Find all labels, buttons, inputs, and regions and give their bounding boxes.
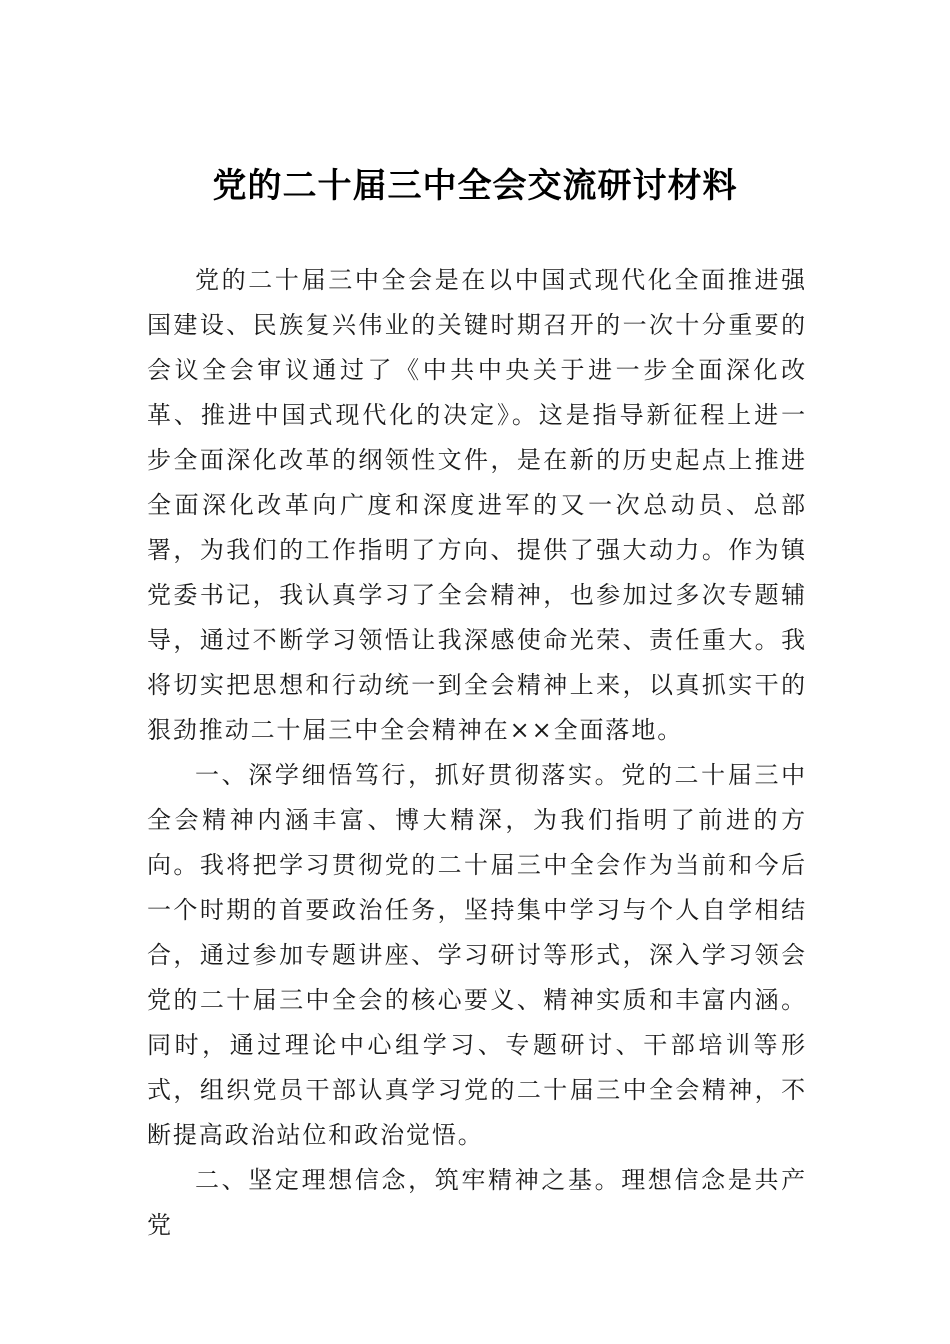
paragraph-intro: 党的二十届三中全会是在以中国式现代化全面推进强国建设、民族复兴伟业的关键时期召开的一次十分重要的会议全会审议通过了《中共中央关于进一步全面深化改革、推进中国式现代化的决定》。这是指导新征程上进一步全面深化改革的纲领性文件，是在新的历史起点上推进全面深化改革向广度和深度进军的又一次总动员、总部署，为我们的工作指明了方向、提供了强大动力。作为镇党委书记，我认真学习了全会精神，也参加过多次专题辅导，通过不断学习领悟让我深感使命光荣、责任重大。我将切实把思想和行动统一到全会精神上来，以真抓实干的狠劲推动二十届三中全会精神在××全面落地。 bbox=[147, 266, 807, 744]
document-body bbox=[147, 258, 807, 1248]
document-title: 党的二十届三中全会交流研讨材料 bbox=[212, 166, 738, 206]
paragraph-section-one: 一、深学细悟笃行，抓好贯彻落实。党的二十届三中全会精神内涵丰富、博大精深，为我们指明了前进的方向。我将把学习贯彻党的二十届三中全会作为当前和今后一个时期的首要政治任务，坚持集中学习与个人自学相结合，通过参加专题讲座、学习研讨等形式，深入学习领会党的二十届三中全会的核心要义、精神实质和丰富内涵。同时，通过理论中心组学习、专题研讨、干部培训等形式，组织党员干部认真学习党的二十届三中全会精神，不断提高政治站位和政治觉悟。 bbox=[147, 761, 807, 1149]
paragraph-section-two: 二、坚定理想信念，筑牢精神之基。理想信念是共产党 bbox=[147, 1166, 807, 1239]
